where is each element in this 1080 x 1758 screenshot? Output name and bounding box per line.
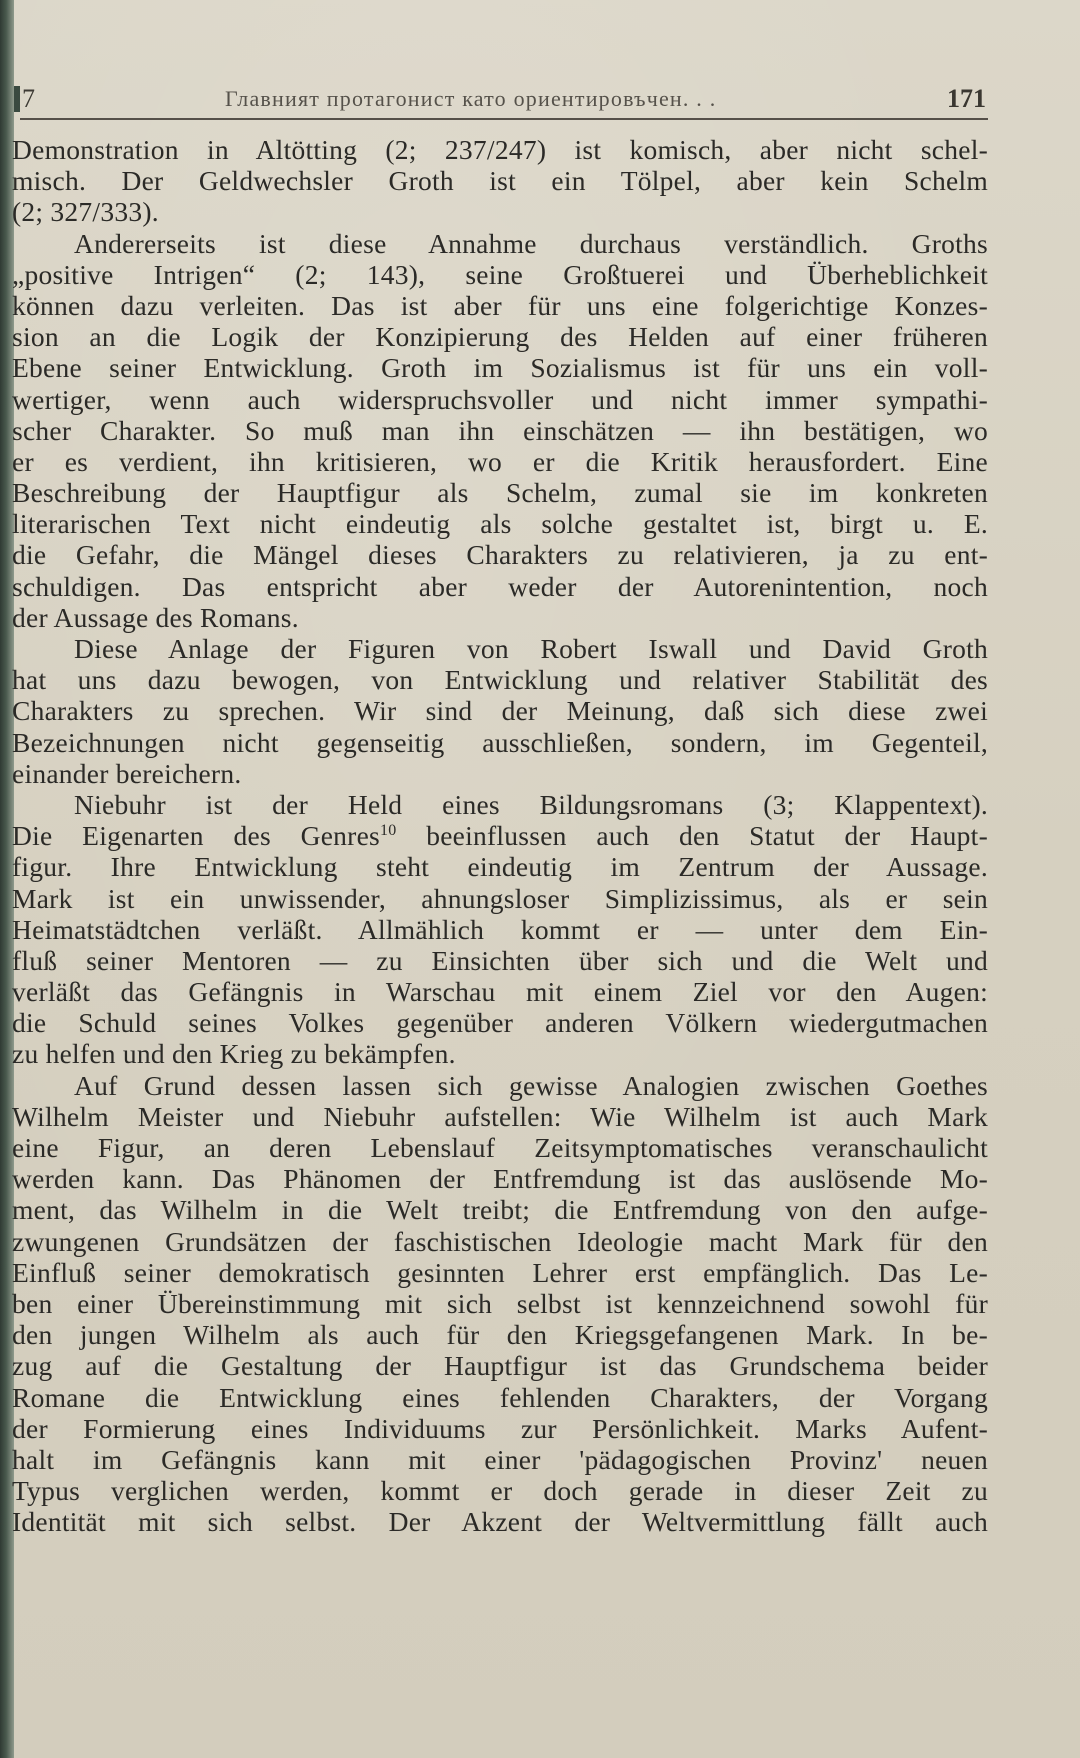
text-line: Wilhelm Meister und Niebuhr aufstellen: Wie Wilhelm ist auch Mark xyxy=(12,1100,988,1132)
text-line: zwungenen Grundsätzen der faschistischen Ideologie macht Mark für den xyxy=(12,1225,988,1257)
text-line: der Formierung eines Individuums zur Persönlichkeit. Marks Aufent- xyxy=(12,1412,988,1444)
text-line: ment, das Wilhelm in die Welt treibt; die Entfremdung von den aufge- xyxy=(12,1194,988,1226)
text-line: können dazu verleiten. Das ist aber für uns eine folgerichtige Konzes- xyxy=(12,289,988,321)
text-line: halt im Gefängnis kann mit einer 'pädagogischen Provinz' neuen xyxy=(12,1443,988,1475)
text-line: zu helfen und den Krieg zu bekämpfen. xyxy=(12,1038,456,1070)
text-line: sion an die Logik der Konzipierung des Helden auf einer früheren xyxy=(12,321,988,353)
text-line-with-footnote xyxy=(12,820,988,851)
text-line: werden kann. Das Phänomen der Entfremdung ist das auslösende Mo- xyxy=(12,1163,988,1195)
text-line: Identität mit sich selbst. Der Akzent der Weltvermittlung fällt auch xyxy=(12,1506,988,1538)
text-line: schuldigen. Das entspricht aber weder der Autorenintention, noch xyxy=(12,570,988,602)
text-line: der Aussage des Romans. xyxy=(12,601,299,633)
text-fragment: beeinflussen auch den Statut der Haupt- xyxy=(396,820,988,852)
text-line: Ebene seiner Entwicklung. Groth im Sozialismus ist für uns ein voll- xyxy=(12,352,988,384)
text-line: literarischen Text nicht eindeutig als solche gestaltet ist, birgt u. E. xyxy=(12,508,988,540)
text-fragment: Die Eigenarten des Genres xyxy=(12,820,380,852)
text-line: scher Charakter. So muß man ihn einschätzen — ihn bestätigen, wo xyxy=(12,414,988,446)
text-line: einander bereichern. xyxy=(12,757,242,789)
text-line: er es verdient, ihn kritisieren, wo er die Kritik herausfordert. Eine xyxy=(12,445,988,477)
text-line: Romane die Entwicklung eines fehlenden Charakters, der Vorgang xyxy=(12,1381,988,1413)
text-line: Heimatstädtchen verläßt. Allmählich kommt er — unter dem Ein- xyxy=(12,913,988,945)
text-line: fluß seiner Mentoren — zu Einsichten über sich und die Welt und xyxy=(12,944,988,976)
text-line: den jungen Wilhelm als auch für den Kriegsgefangenen Mark. In be- xyxy=(12,1319,988,1351)
text-line: (2; 327/333). xyxy=(12,196,159,228)
running-head xyxy=(20,78,988,120)
body-text xyxy=(12,134,988,1569)
text-line: Typus verglichen werden, kommt er doch gerade in dieser Zeit zu xyxy=(12,1475,988,1507)
running-head-title: Главният протагонист като ориентировъчен. . . xyxy=(225,86,717,111)
text-line: „positive Intrigen“ (2; 143), seine Großtuerei und Überheblichkeit xyxy=(12,258,988,290)
text-line: Demonstration in Altötting (2; 237/247) ist komisch, aber nicht schel- xyxy=(12,134,988,165)
text-line: Bezeichnungen nicht gegenseitig ausschließen, sondern, im Gegenteil, xyxy=(12,726,988,758)
footnote-reference[interactable]: 10 xyxy=(379,821,397,839)
text-line: Auf Grund dessen lassen sich gewisse Analogien zwischen Goethes xyxy=(74,1069,988,1101)
text-line: die Schuld seines Volkes gegenüber anderen Völkern wiedergutmachen xyxy=(12,1007,988,1039)
text-line: figur. Ihre Entwicklung steht eindeutig im Zentrum der Aussage. xyxy=(12,851,988,883)
text-line: Niebuhr ist der Held eines Bildungsromans (3; Klappentext). xyxy=(74,788,988,820)
text-line: eine Figur, an deren Lebenslauf Zeitsymptomatisches veranschaulicht xyxy=(12,1132,988,1163)
text-line: misch. Der Geldwechsler Groth ist ein Tölpel, aber kein Schelm xyxy=(12,165,988,197)
text-line: Einfluß seiner demokratisch gesinnten Lehrer erst empfänglich. Das Le- xyxy=(12,1256,988,1288)
text-line: hat uns dazu bewogen, von Entwicklung und relativer Stabilität des xyxy=(12,664,988,696)
text-line: Andererseits ist diese Annahme durchaus verständlich. Groths xyxy=(74,227,988,259)
left-page-number: 7 xyxy=(22,84,35,113)
text-line: Mark ist ein unwissender, ahnungsloser Simplizissimus, als er sein xyxy=(12,882,988,914)
text-line: Diese Anlage der Figuren von Robert Iswall und David Groth xyxy=(74,633,988,664)
text-line: zug auf die Gestaltung der Hauptfigur ist das Grundschema beider xyxy=(12,1350,988,1382)
text-line: verläßt das Gefängnis in Warschau mit einem Ziel vor den Augen: xyxy=(12,976,988,1008)
text-line: Charakters zu sprechen. Wir sind der Meinung, daß sich diese zwei xyxy=(12,695,988,727)
page-number: 171 xyxy=(947,84,986,113)
text-line: ben einer Übereinstimmung mit sich selbst ist kennzeichnend sowohl für xyxy=(12,1287,988,1319)
text-line: wertiger, wenn auch widerspruchsvoller und nicht immer sympathi- xyxy=(12,383,988,415)
text-line: Beschreibung der Hauptfigur als Schelm, zumal sie im konkreten xyxy=(12,477,988,509)
text-line: die Gefahr, die Mängel dieses Charakters zu relativieren, ja zu ent- xyxy=(12,539,988,571)
text-line xyxy=(12,1537,988,1568)
